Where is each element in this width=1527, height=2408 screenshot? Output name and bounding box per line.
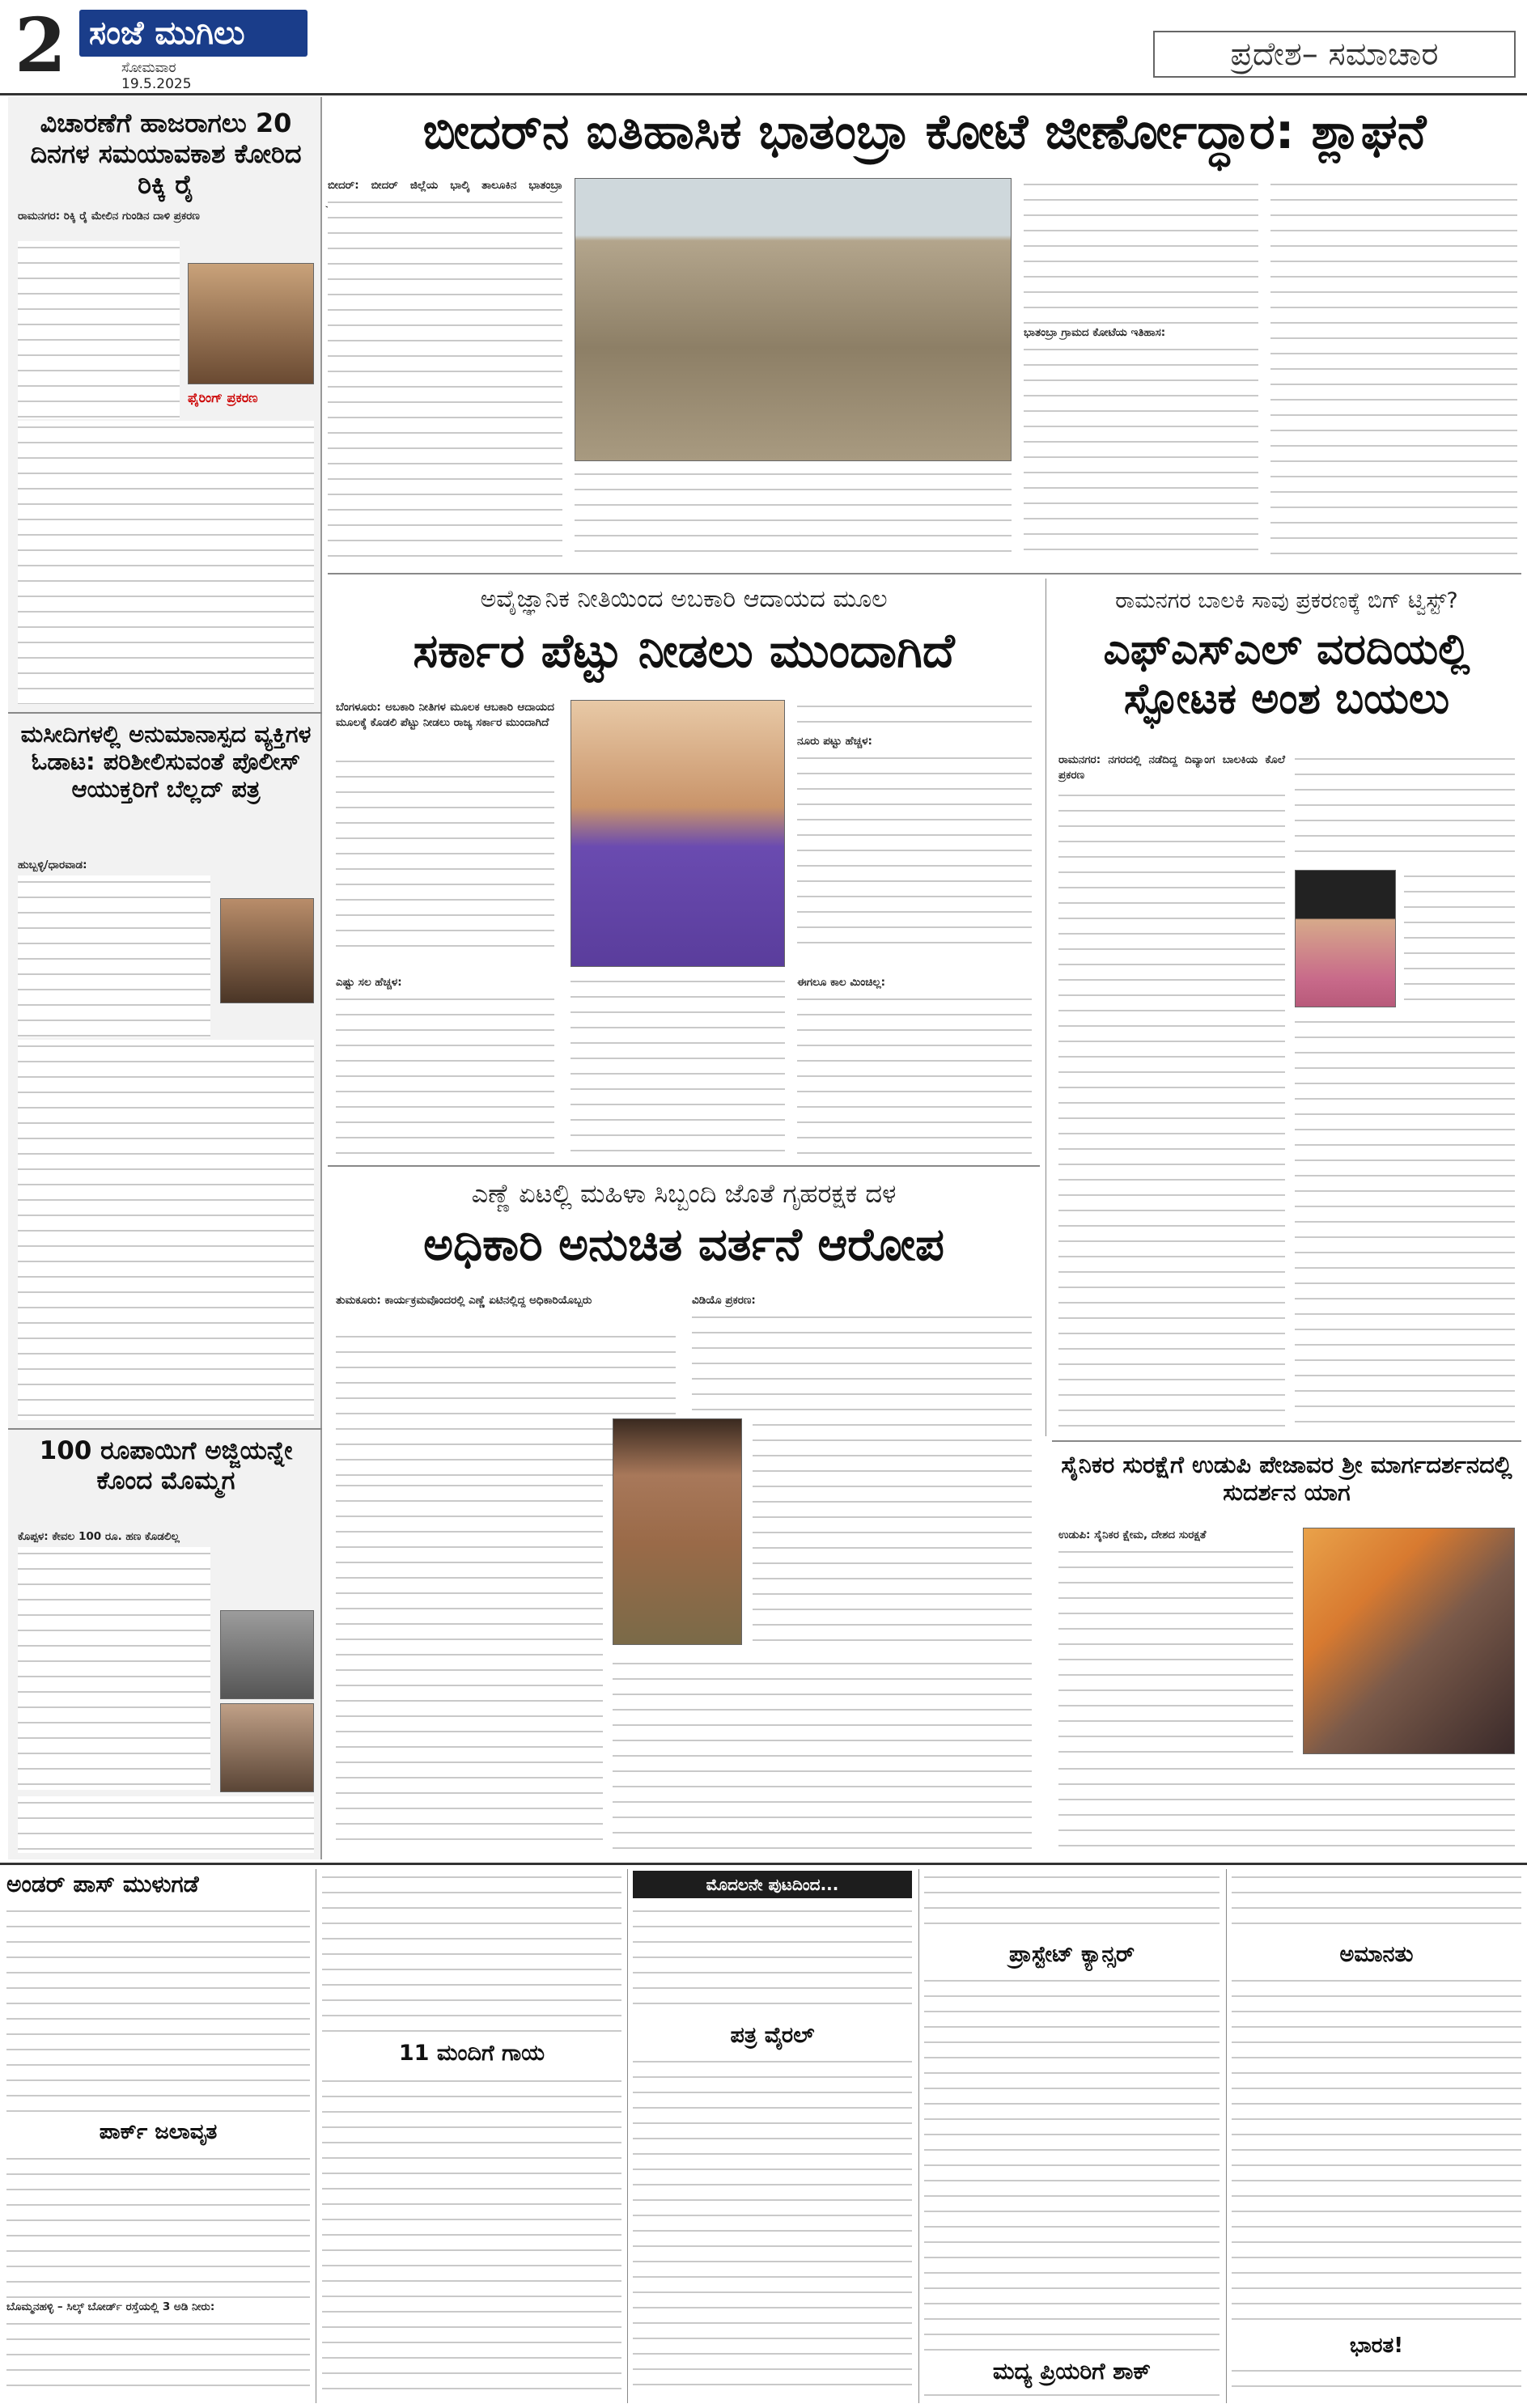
page-number: 2 xyxy=(15,2,67,89)
text-lines xyxy=(633,1905,912,2018)
story-body xyxy=(1058,1762,1515,1855)
masthead xyxy=(0,0,1527,95)
story-body xyxy=(6,2152,310,2298)
text-lines xyxy=(797,700,1032,732)
lede-text: ಉಡುಪಿ: ಸೈನಿಕರ ಕ್ಷೇಮ, ದೇಶದ ಸುರಕ್ಷತೆ xyxy=(1058,1528,1207,1541)
story-lede xyxy=(18,209,314,241)
text-lines xyxy=(1024,343,1258,562)
story-body xyxy=(1232,2364,1521,2401)
divider xyxy=(328,573,1521,574)
continued-banner: ಮೊದಲನೇ ಪುಟದಿಂದ... xyxy=(633,1871,912,1898)
story-body xyxy=(924,2389,1219,2401)
text-lines xyxy=(692,1311,1032,1416)
story-body xyxy=(924,1974,1219,2355)
text-lines xyxy=(1232,2364,1521,2401)
story-body xyxy=(797,700,1032,732)
story-body xyxy=(6,1905,310,2115)
story-body xyxy=(18,421,314,704)
misconduct-title: ಅಧಿಕಾರಿ ಅನುಚಿತ ವರ್ತನೆ ಆರೋಪ xyxy=(423,1219,944,1271)
bellad-photo xyxy=(220,898,314,1003)
story-body xyxy=(1270,178,1517,562)
story-body xyxy=(1404,870,1515,1007)
story-body xyxy=(18,1547,210,1790)
story-lede xyxy=(336,700,554,753)
girl-photo xyxy=(1295,870,1396,1007)
text-lines xyxy=(924,1871,1219,1935)
minister-photo xyxy=(571,700,785,967)
story-body xyxy=(1232,1871,1521,1935)
text-lines xyxy=(1404,870,1515,1007)
accused-photo xyxy=(220,1703,314,1792)
divider xyxy=(8,1428,322,1430)
text-lines xyxy=(1058,1762,1515,1855)
story-lede xyxy=(1058,1528,1293,1545)
ramanagara-title: ಎಫ್ಎಸ್ಎಲ್ ವರದಿಯಲ್ಲಿ ಸ್ಫೋಟಕ ಅಂಶ ಬಯಲು xyxy=(1103,625,1470,724)
story-body xyxy=(692,1311,1032,1416)
liquor-shock-subhead: ಮದ್ಯ ಪ್ರಿಯರಿಗೆ ಶಾಕ್ xyxy=(992,2358,1152,2385)
story-subhead xyxy=(336,975,554,993)
text-lines xyxy=(18,1796,314,1853)
story-body xyxy=(633,1905,912,2018)
subhead-text: ನೂರು ಪಟ್ಟು ಹೆಚ್ಚಳ: xyxy=(797,735,872,748)
text-lines xyxy=(1232,1871,1521,1935)
text-lines xyxy=(1058,789,1285,1428)
letter-viral-subhead: ಪತ್ರ ವೈರಲ್ xyxy=(730,2023,815,2048)
text-lines xyxy=(18,1040,314,1420)
story-body xyxy=(18,1040,314,1420)
lede-text: ಬೀದರ್: ಬೀದರ್ ಜಿಲ್ಲೆಯ ಭಾಲ್ಕಿ ತಾಲೂಕಿನ ಭಾತಂಬ್ರಾ xyxy=(328,179,562,192)
story-body xyxy=(797,752,1032,954)
udupi-title: ಸೈನಿಕರ ಸುರಕ್ಷೆಗೆ ಉಡುಪಿ ಪೇಜಾವರ ಶ್ರೀ ಮಾರ್ಗದರ್ಶನದಲ್ಲಿ ಸುದರ್ಶನ ಯಾಗ xyxy=(1061,1451,1512,1507)
story-subhead xyxy=(1024,325,1258,343)
fort-photo xyxy=(575,178,1012,461)
text-lines xyxy=(613,1657,1032,1851)
story-lede xyxy=(1058,752,1285,788)
story-kicker: ಎಣ್ಣೆ ಏಟಲ್ಲಿ ಮಹಿಳಾ ಸಿಬ್ಬಂದಿ ಜೊತೆ ಗೃಹರಕ್ಷಕ ದಳ xyxy=(471,1178,897,1209)
bottom-col-suspension xyxy=(1232,1871,1521,2401)
story-body xyxy=(924,1871,1219,1935)
story-body xyxy=(1024,178,1258,324)
text-lines xyxy=(336,755,554,957)
udupi-story xyxy=(1052,1447,1521,1859)
lead-story xyxy=(328,97,1521,570)
officer-photo xyxy=(613,1418,742,1645)
story-body xyxy=(322,2075,621,2398)
text-lines xyxy=(18,875,210,1037)
lede-text: ಹುಬ್ಬಳ್ಳಿ/ಧಾರವಾಡ: xyxy=(18,858,87,871)
newspaper-logo xyxy=(79,10,308,57)
text-lines xyxy=(1270,178,1517,562)
story-body xyxy=(1295,752,1515,866)
story-subhead xyxy=(797,734,1032,752)
lede-text: ತುಮಕೂರು: ಕಾರ್ಯಕ್ರಮವೊಂದರಲ್ಲಿ ಎಣ್ಣೆ ಏಟಿನಲ್ಲಿದ್ದ ಅಧಿಕಾರಿಯೊಬ್ಬರು xyxy=(336,1294,592,1307)
story-subhead xyxy=(797,975,1032,993)
divider xyxy=(1052,1440,1521,1442)
text-lines xyxy=(1024,178,1258,324)
story-body xyxy=(753,1418,1032,1653)
divider xyxy=(328,1165,1040,1167)
text-lines xyxy=(1058,1545,1293,1756)
story-title-ricky-rai: ವಿಚಾರಣೆಗೆ ಹಾಜರಾಗಲು 20 ದಿನಗಳ ಸಮಯಾವಕಾಶ ಕೋರಿದ ರಿಕ್ಕಿ ರೈ xyxy=(30,108,302,200)
photo-caption xyxy=(575,468,1012,561)
text-lines xyxy=(797,993,1032,1155)
story-body xyxy=(613,1657,1032,1851)
issue-date: 19.5.2025 xyxy=(121,76,192,92)
subhead-text: ಬೊಮ್ಮನಹಳ್ಳಿ – ಸಿಲ್ಕ್ ಬೋರ್ಡ್ ರಸ್ತೆಯಲ್ಲಿ 3 ಅಡಿ ನೀರು: xyxy=(6,2300,215,2313)
abkari-title: ಸರ್ಕಾರ ಪೆಟ್ಟು ನೀಡಲು ಮುಂದಾಗಿದೆ xyxy=(413,623,955,678)
lede-text: ಬೆಂಗಳೂರು: ಅಬಕಾರಿ ನೀತಿಗಳ ಮೂಲಕ ಆಬಕಾರಿ ಆದಾಯದ ಮೂಲಕ್ಕೆ ಕೊಡಲಿ ಪೆಟ್ಟು ನೀಡಲು ರಾಜ್ಯ ಸರ್ಕಾರ ಮುಂದಾಗಿದೆ xyxy=(336,701,554,729)
divider xyxy=(1226,1869,1227,2403)
divider xyxy=(627,1869,628,2403)
story-kicker: ರಾಮನಗರ ಬಾಲಕಿ ಸಾವು ಪ್ರಕರಣಕ್ಕೆ ಬಿಗ್ ಟ್ವಿಸ್ಟ್? xyxy=(1115,588,1458,613)
park-subhead: ಪಾರ್ಕ್ ಜಲಾವೃತ xyxy=(99,2120,218,2144)
story-body xyxy=(1295,1015,1515,1428)
text-lines xyxy=(322,2075,621,2398)
story-body xyxy=(1058,789,1285,1428)
subhead-text: ಎಷ್ಟು ಸಲ ಹೆಚ್ಚಳ: xyxy=(336,976,402,989)
lead-title: ಬೀದರ್‌ನ ಐತಿಹಾಸಿಕ ಭಾತಂಬ್ರಾ ಕೋಟೆ ಜೀರ್ಣೋದ್ಧಾರ: ಶ್ಲಾಘನೆ xyxy=(422,104,1427,160)
text-lines xyxy=(18,1547,210,1790)
photo-caption: ಫೈರಿಂಗ್ ಪ್ರಕರಣ xyxy=(188,390,258,405)
yaga-photo xyxy=(1303,1528,1515,1754)
bottom-col-cancer xyxy=(924,1871,1219,2401)
story-body xyxy=(633,2055,912,2398)
text-lines xyxy=(6,1905,310,2115)
story-body xyxy=(1058,1545,1293,1756)
bottom-col-continued xyxy=(322,1871,621,2401)
text-lines xyxy=(328,196,562,560)
story-body xyxy=(1024,343,1258,562)
story-title-grandmother: 100 ರೂಪಾಯಿಗೆ ಅಜ್ಜಿಯನ್ನೇ ಕೊಂದ ಮೊಮ್ಮಗ xyxy=(39,1436,293,1495)
text-lines xyxy=(753,1418,1032,1653)
ramanagara-story xyxy=(1052,579,1521,1436)
left-column xyxy=(8,97,322,1859)
logo-text: ಸಂಜೆ ಮುಗಿಲು xyxy=(89,15,245,52)
victim-photo xyxy=(220,1610,314,1699)
divider xyxy=(0,1863,1527,1865)
story-body xyxy=(322,1871,621,2033)
abkari-story xyxy=(328,579,1040,1161)
story-body xyxy=(18,241,180,419)
text-lines xyxy=(1232,1974,1521,2330)
underpass-title: ಅಂಡರ್ ಪಾಸ್ ಮುಳುಗಡೆ xyxy=(6,1871,199,1897)
story-kicker: ಅವೈಜ್ಞಾನಿಕ ನೀತಿಯಿಂದ ಅಬಕಾರಿ ಆದಾಯದ ಮೂಲ xyxy=(480,585,888,613)
section-label: ಪ್ರದೇಶ– ಸಮಾಚಾರ xyxy=(1153,31,1516,78)
injured-subhead: 11 ಮಂದಿಗೆ ಗಾಯ xyxy=(398,2041,545,2066)
story-body xyxy=(336,1479,603,1851)
story-body xyxy=(1232,1974,1521,2330)
text-lines xyxy=(322,1871,621,2033)
misconduct-story xyxy=(328,1172,1040,1859)
story-title-mosque: ಮಸೀದಿಗಳಲ್ಲಿ ಅನುಮಾನಾಸ್ಪದ ವ್ಯಕ್ತಿಗಳ ಓಡಾಟ: ಪರಿಶೀಲಿಸುವಂತೆ ಪೊಲೀಸ್ ಆಯುಕ್ತರಿಗೆ ಬೆಲ್ಲದ್ ಪತ್ರ xyxy=(20,720,312,803)
text-lines xyxy=(1295,1015,1515,1428)
story-subhead xyxy=(6,2300,310,2317)
story-body xyxy=(6,2317,310,2398)
divider xyxy=(8,712,322,714)
issue-day: ಸೋಮವಾರ xyxy=(121,60,176,76)
lede-text: ಕೊಪ್ಪಳ: ಕೇವಲ 100 ರೂ. ಹಣ ಕೊಡಲಿಲ್ಲ xyxy=(18,1530,180,1543)
story-lede xyxy=(336,1293,676,1329)
text-lines xyxy=(336,1479,603,1851)
text-lines xyxy=(6,2317,310,2398)
text-lines xyxy=(18,241,180,419)
text-lines xyxy=(575,468,1012,561)
story-body xyxy=(797,993,1032,1155)
story-lede xyxy=(18,1529,314,1547)
text-lines xyxy=(18,421,314,704)
bharat-subhead: ಭಾರತ! xyxy=(1349,2334,1404,2358)
bottom-col-front-page-cont xyxy=(633,1871,912,2401)
text-lines xyxy=(571,975,785,1155)
story-subhead xyxy=(692,1293,1032,1311)
text-lines xyxy=(924,2389,1219,2401)
story-body xyxy=(571,975,785,1155)
prostate-cancer-subhead: ಪ್ರಾಸ್ಟೇಟ್ ಕ್ಯಾನ್ಸರ್ xyxy=(1008,1942,1135,1967)
text-lines xyxy=(1295,752,1515,866)
story-lede xyxy=(328,178,562,196)
text-lines xyxy=(924,1974,1219,2355)
ricky-rai-photo xyxy=(188,263,314,384)
story-body xyxy=(336,993,554,1155)
story-body xyxy=(18,1796,314,1853)
subhead-text: ಭಾತಂಬ್ರಾ ಗ್ರಾಮದ ಕೋಟೆಯ ಇತಿಹಾಸ: xyxy=(1024,326,1166,339)
divider xyxy=(918,1869,919,2403)
text-lines xyxy=(633,2055,912,2398)
subhead-text: ವಿಡಿಯೊ ಪ್ರಕರಣ: xyxy=(692,1294,756,1307)
suspension-subhead: ಅಮಾನತು xyxy=(1339,1942,1414,1967)
bottom-col-underpass xyxy=(6,1871,310,2401)
text-lines xyxy=(6,2152,310,2298)
text-lines xyxy=(797,752,1032,954)
story-body xyxy=(336,755,554,957)
story-body xyxy=(18,875,210,1037)
lede-text: ರಾಮನಗರ: ನಗರದಲ್ಲಿ ನಡೆದಿದ್ದ ದಿವ್ಯಾಂಗ ಬಾಲಕಿಯ ಕೊಲೆ ಪ್ರಕರಣ xyxy=(1058,753,1285,782)
lede-text: ರಾಮನಗರ: ರಿಕ್ಕಿ ರೈ ಮೇಲಿನ ಗುಂಡಿನ ದಾಳಿ ಪ್ರಕರಣ xyxy=(18,210,200,223)
subhead-text: ಈಗಲೂ ಕಾಲ ಮಿಂಚಿಲ್ಲ: xyxy=(797,976,886,989)
story-body xyxy=(328,196,562,560)
text-lines xyxy=(336,993,554,1155)
story-lede xyxy=(18,858,314,875)
